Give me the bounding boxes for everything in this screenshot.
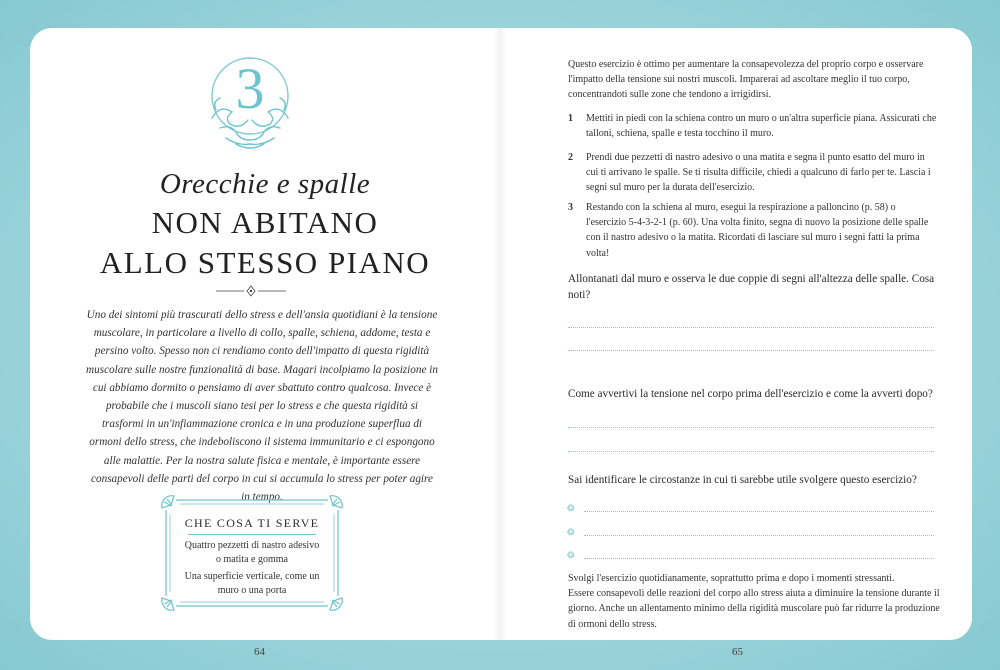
- writing-line[interactable]: [584, 535, 934, 536]
- exercise-intro: Questo esercizio è ottimo per aumentare la consapevolezza del proprio corpo e osservare l'impatto della tensione sui nostri muscoli. Imparerai ad ascoltare meglio il tuo corpo, concentrandoti sulle zone che tendono a irrigidirsi.: [568, 59, 924, 101]
- chapter-title-italic: Orecchie e spalle: [159, 168, 371, 200]
- book-gutter: [494, 28, 506, 640]
- title-divider-icon: [214, 284, 288, 298]
- what-you-need-divider: [188, 534, 316, 535]
- what-you-need-box: [160, 494, 344, 612]
- writing-line[interactable]: [568, 427, 934, 428]
- exercise-outro: Svolgi l'esercizio quotidianamente, soprattutto prima e dopo i momenti stressanti. Essere consapevoli delle reazioni del corpo allo stress aiuta a diminuire la tensione durante il giorno. Anche un allentamento minimo della rigidità muscolare può far ridurre la produzione di ormoni dello stress.: [568, 573, 940, 630]
- what-you-need-item: Quattro pezzetti di nastro adesivo o matita e gomma: [184, 540, 320, 565]
- writing-line[interactable]: [584, 511, 934, 512]
- page-number-left: 64: [254, 646, 265, 658]
- step-number: 2: [568, 152, 573, 163]
- question-2: Come avvertivi la tensione nel corpo prima dell'esercizio e come la avverti dopo?: [568, 388, 933, 400]
- chapter-emblem: [190, 56, 310, 156]
- shell-bullet-icon: ❂: [567, 527, 575, 537]
- writing-line[interactable]: [584, 558, 934, 559]
- step-number: 1: [568, 113, 573, 124]
- page-number-right: 65: [732, 646, 743, 658]
- what-you-need-title: CHE COSA TI SERVE: [184, 516, 320, 530]
- writing-line[interactable]: [568, 451, 934, 452]
- chapter-number: 3: [235, 56, 265, 121]
- step-text: Restando con la schiena al muro, esegui la respirazione a palloncino (p. 58) o l'esercizio 5-4-3-2-1 (p. 60). Una volta finito, segna di nuovo la posizione delle spalle con il nastro adesivo o la matita. Ricordati di lasciare sul muro i segni fatti la prima volta!: [586, 202, 929, 259]
- shell-bullet-icon: ❂: [567, 503, 575, 513]
- writing-line[interactable]: [568, 350, 934, 351]
- writing-line[interactable]: [568, 327, 934, 328]
- step-number: 3: [568, 202, 573, 213]
- chapter-title-line2: ALLO STESSO PIANO: [99, 245, 431, 280]
- chapter-title-line1: NON ABITANO: [151, 205, 379, 240]
- question-3: Sai identificare le circostanze in cui ti sarebbe utile svolgere questo esercizio?: [568, 474, 917, 486]
- shell-bullet-icon: ❂: [567, 550, 575, 560]
- what-you-need-item: Una superficie verticale, come un muro o una porta: [184, 571, 320, 596]
- step-text: Mettiti in piedi con la schiena contro un muro o un'altra superficie piana. Assicurati che talloni, schiena, spalle e testa tocchino il muro.: [586, 113, 937, 140]
- question-1: Allontanati dal muro e osserva le due coppie di segni all'altezza delle spalle. Cosa noti?: [568, 273, 935, 301]
- step-text: Prendi due pezzetti di nastro adesivo o una matita e segna il punto esatto del muro in cui ti arrivano le spalle. Se ti risulta difficile, chiedi a qualcuno di farlo per te. Lascia i segni sul muro per la durata dell'esercizio.: [586, 152, 931, 194]
- intro-paragraph: Uno dei sintomi più trascurati dello stress e dell'ansia quotidiani è la tensione muscolare, in particolare a livello di collo, spalle, schiena, addome, testa e persino volto. Spesso non ci rendiamo conto dell'impatto di questa rigidità muscolare sulle nostre funzionalità di base. Magari incolpiamo la posizione in cui abbiamo dormito o pensiamo di aver sbattuto contro qualcosa. Invece è probabile che i muscoli siano tesi per lo stress e che questa rigidità si trasformi in un'infiammazione cronica e in una produzione superflua di ormoni dello stress, che indeboliscono il sistema immunitario e ci espongono alle malattie. Per la nostra salute fisica e mentale, è importante essere consapevoli delle parti del corpo in cui si accumula lo stress per poter agire in tempo.: [86, 309, 438, 504]
